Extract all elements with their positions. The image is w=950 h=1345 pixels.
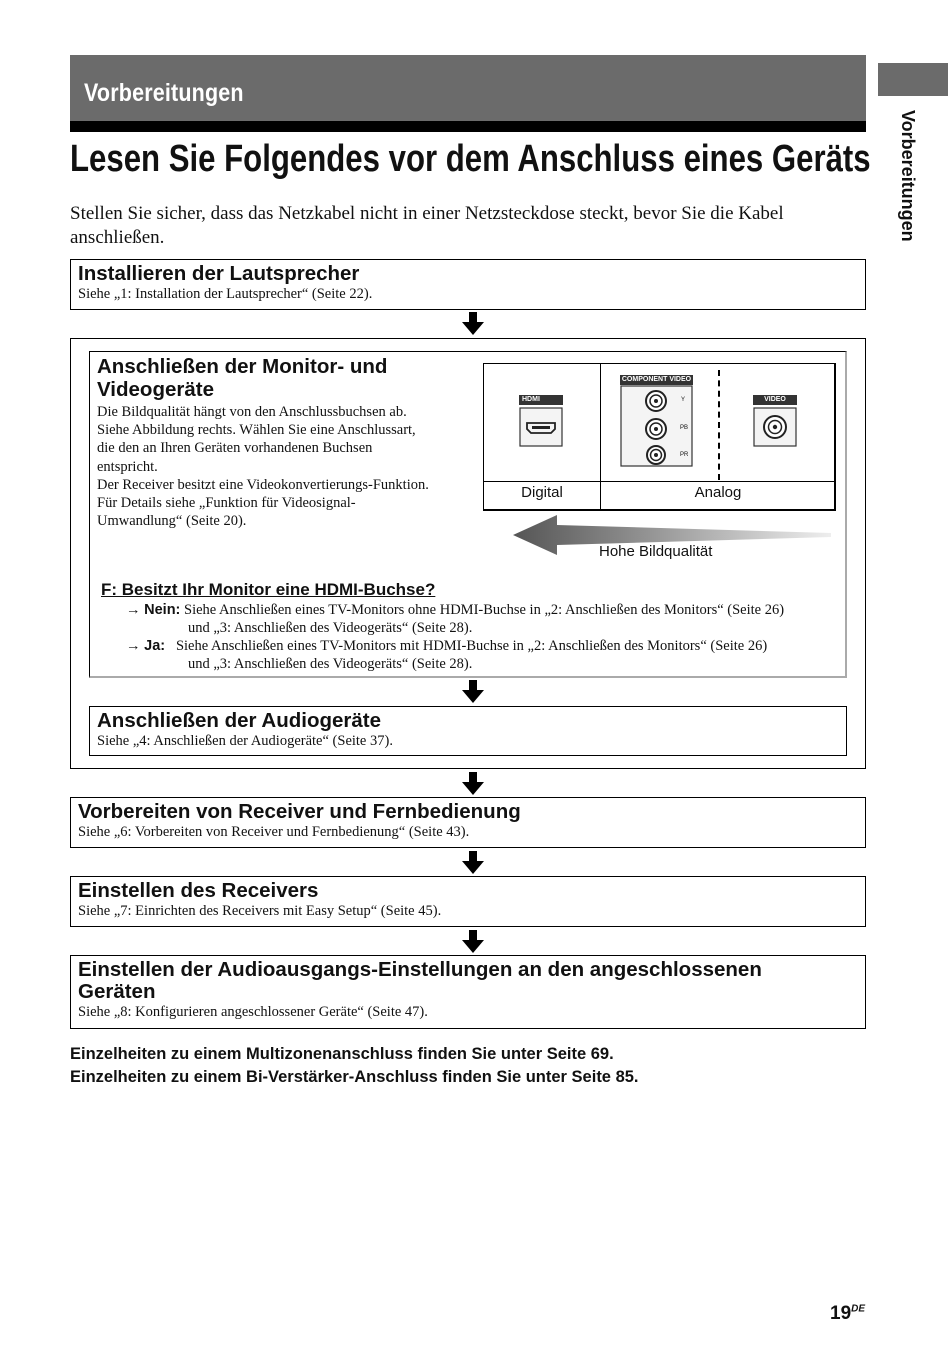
step-text: Siehe „1: Installation der Lautsprecher“ (Seite 22). <box>78 286 373 302</box>
down-arrow-icon <box>462 930 484 954</box>
hdmi-question: F: Besitzt Ihr Monitor eine HDMI-Buchse? <box>101 580 436 599</box>
intro-text: Stellen Sie sicher, dass das Netzkabel nicht in einer Netzsteckdose steckt, bevor Sie die Kabel anschließen. <box>70 203 784 248</box>
step-prepare <box>70 797 866 848</box>
down-arrow-icon <box>462 680 484 704</box>
section-title: Vorbereitungen <box>84 79 244 107</box>
step-text: Siehe „8: Konfigurieren angeschlossener Geräte“ (Seite 47). <box>78 1004 428 1020</box>
step-title: Einstellen des Receivers <box>78 879 319 902</box>
step-audio <box>89 706 847 756</box>
note-biamp: Einzelheiten zu einem Bi-Verstärker-Anschluss finden Sie unter Seite 85. <box>70 1068 639 1086</box>
video-connector-icon: VIDEO <box>753 395 797 449</box>
step-setup <box>70 876 866 927</box>
quality-label: Hohe Bildqualität <box>599 543 713 560</box>
analog-label: Analog <box>694 484 742 501</box>
connector-diagram <box>483 363 836 511</box>
step-speakers <box>70 259 866 310</box>
step-monitor-video <box>89 351 847 678</box>
answer-nein: → Nein: Siehe Anschließen eines TV-Monitors ohne HDMI-Buchse in „2: Anschließen des Monitors“ (Seite 26) und „3: Anschließen des Videogeräts“ (Seite 28). <box>126 602 785 636</box>
component-video-connector-icon: COMPONENT VIDEO Y PB PR <box>620 375 693 467</box>
side-tab-label: Vorbereitungen <box>898 110 918 242</box>
answer-ja: → Ja: Siehe Anschließen eines TV-Monitors mit HDMI-Buchse in „2: Anschließen des Monitors“ (Seite 26) und „3: Anschließen des Videogeräts“ (Seite 28). <box>126 638 768 672</box>
step-title: Vorbereiten von Receiver und Fernbedienung <box>78 800 521 823</box>
step-audio-output <box>70 955 866 1029</box>
step-title: Anschließen der Audiogeräte <box>97 709 382 732</box>
hdmi-connector-icon: HDMI <box>519 395 563 449</box>
step-title: Einstellen der Audioausgangs-Einstellungen an den angeschlossenen Geräten <box>78 958 762 1003</box>
page-number: 19DE <box>830 1303 866 1324</box>
digital-label: Digital <box>521 484 563 501</box>
down-arrow-icon <box>462 312 484 336</box>
step-title: Installieren der Lautsprecher <box>78 262 360 285</box>
step-text: Siehe „4: Anschließen der Audiogeräte“ (Seite 37). <box>97 733 393 749</box>
page-title: Lesen Sie Folgendes vor dem Anschluss eines Geräts <box>70 138 871 180</box>
side-tab-marker <box>878 63 948 96</box>
step-description: Die Bildqualität hängt von den Anschlussbuchsen ab. Siehe Abbildung rechts. Wählen Sie eine Anschlussart, die den an Ihren Geräten vorhandenen Buchsen entspricht. Der Receiver besitzt eine Videokonvertierungs-Funktion. Für Details siehe „Funktion für Videosignal- Umwandlung“ (Seite 20). <box>97 404 429 530</box>
down-arrow-icon <box>462 851 484 875</box>
step-text: Siehe „7: Einrichten des Receivers mit Easy Setup“ (Seite 45). <box>78 903 442 919</box>
step-title: Anschließen der Monitor- und Videogeräte <box>97 355 388 401</box>
header-rule <box>70 121 866 132</box>
step-text: Siehe „6: Vorbereiten von Receiver und Fernbedienung“ (Seite 43). <box>78 824 470 840</box>
down-arrow-icon <box>462 772 484 796</box>
note-multizone: Einzelheiten zu einem Multizonenanschluss finden Sie unter Seite 69. <box>70 1045 614 1063</box>
footer-notes <box>70 1043 870 1089</box>
section-header <box>70 55 866 121</box>
